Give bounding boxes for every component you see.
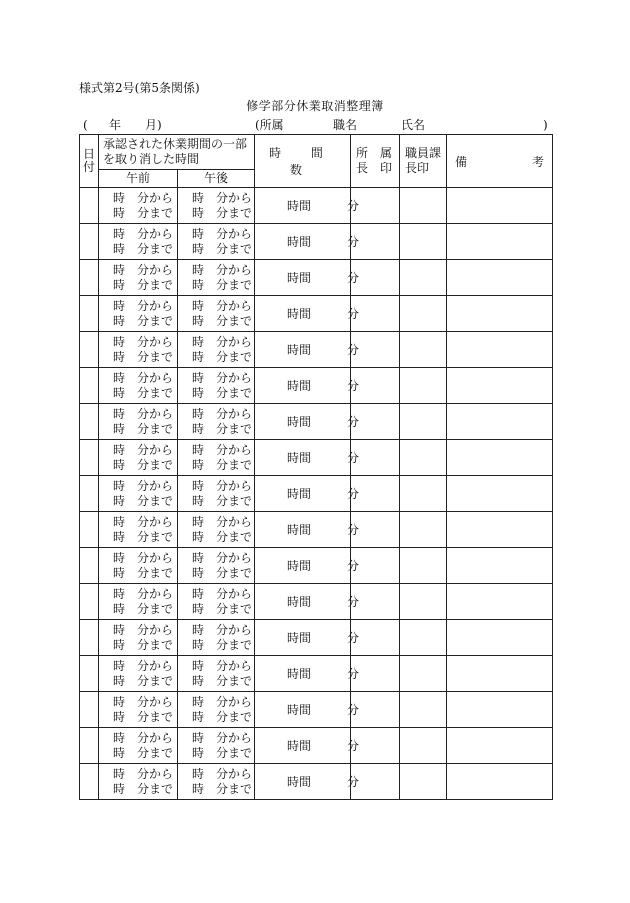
time-from-text: 時 分から [113,586,174,601]
time-from-text: 時 分から [192,730,253,745]
pm-time-cell [178,224,255,260]
am-time-cell [99,692,178,728]
time-to-text: 時 分まで [192,385,253,400]
pm-time-cell [178,548,255,584]
am-time-cell [99,188,178,224]
am-time-cell [99,260,178,296]
am-time-cell [99,656,178,692]
time-from-text: 時 分から [192,586,253,601]
header-date [80,135,99,188]
time-to-text: 時 分まで [192,781,253,796]
pm-time-cell [178,368,255,404]
time-to-text: 時 分まで [192,529,253,544]
staff-head-seal-cell [400,296,447,332]
hours-cell: 時間 分 [255,512,351,548]
time-to-text: 時 分まで [113,601,174,616]
time-to-text: 時 分まで [113,745,174,760]
time-to-text: 時 分まで [113,457,174,472]
time-to-text: 時 分まで [113,709,174,724]
time-from-text: 時 分から [192,298,253,313]
time-from-text: 時 分から [113,442,174,457]
hours-cell: 時間 分 [255,368,351,404]
time-from-text: 時 分から [113,406,174,421]
time-from-text: 時 分から [113,730,174,745]
time-from-text: 時 分から [192,478,253,493]
time-from-text: 時 分から [113,334,174,349]
pm-time-cell [178,188,255,224]
date-cell [80,296,99,332]
date-cell [80,728,99,764]
date-cell [80,404,99,440]
hours-cell: 時間 分 [255,584,351,620]
time-to-text: 時 分まで [192,601,253,616]
am-time-cell [99,440,178,476]
am-time-cell [99,296,178,332]
pm-time-cell [178,476,255,512]
am-time-cell [99,620,178,656]
staff-head-seal-cell [400,332,447,368]
header-dept-head-seal [351,135,400,188]
table-row [80,764,553,800]
header-open-paren: ( [83,118,88,132]
hours-cell: 時間 分 [255,620,351,656]
am-time-cell [99,584,178,620]
date-cell [80,476,99,512]
time-from-text: 時 分から [113,370,174,385]
time-to-text: 時 分まで [192,457,253,472]
pm-time-cell [178,728,255,764]
am-time-cell [99,368,178,404]
pm-time-cell [178,440,255,476]
remarks-cell [447,368,553,404]
time-from-text: 時 分から [113,514,174,529]
staff-head-seal-cell [400,476,447,512]
table-row [80,404,553,440]
time-from-text: 時 分から [192,226,253,241]
staff-head-seal-cell [400,656,447,692]
date-cell [80,764,99,800]
am-time-cell [99,728,178,764]
header-job-title: 職名 [333,118,358,132]
hours-cell: 時間 分 [255,296,351,332]
hours-cell: 時間 分 [255,332,351,368]
staff-head-seal-cell [400,764,447,800]
pm-time-cell [178,296,255,332]
time-to-text: 時 分まで [192,709,253,724]
hours-cell: 時間 分 [255,188,351,224]
header-staff-head-label: 職員課 長印 [405,146,442,175]
date-cell [80,548,99,584]
date-cell [80,692,99,728]
remarks-cell [447,512,553,548]
staff-head-seal-cell [400,512,447,548]
date-cell [80,224,99,260]
remarks-cell [447,656,553,692]
date-cell [80,512,99,548]
header-name: 氏名 [401,118,426,132]
time-to-text: 時 分まで [113,673,174,688]
remarks-cell [447,260,553,296]
date-cell [80,620,99,656]
staff-head-seal-cell [400,368,447,404]
staff-head-seal-cell [400,728,447,764]
header-hours [255,135,351,188]
time-to-text: 時 分まで [192,277,253,292]
pm-time-cell [178,656,255,692]
date-cell [80,332,99,368]
header-dept-head-label: 所 属 長 印 [356,146,393,175]
remarks-cell [447,440,553,476]
header-year: 年 [109,118,122,132]
staff-head-seal-cell [400,188,447,224]
time-to-text: 時 分まで [192,421,253,436]
header-am: 午前 [99,170,178,188]
register-table [79,134,553,800]
table-row [80,440,553,476]
staff-head-seal-cell [400,692,447,728]
time-to-text: 時 分まで [192,493,253,508]
table-row [80,224,553,260]
pm-time-cell [178,404,255,440]
header-remarks-left: 備 [455,154,468,169]
remarks-cell [447,620,553,656]
time-to-text: 時 分まで [113,241,174,256]
hours-cell: 時間 分 [255,548,351,584]
am-time-cell [99,224,178,260]
table-row [80,620,553,656]
remarks-cell [447,584,553,620]
pm-time-cell [178,692,255,728]
pm-time-cell [178,260,255,296]
pm-time-cell [178,620,255,656]
time-from-text: 時 分から [192,262,253,277]
hours-cell: 時間 分 [255,692,351,728]
header-remarks-right: 考 [532,154,545,169]
table-row [80,260,553,296]
hours-cell: 時間 分 [255,404,351,440]
remarks-cell [447,692,553,728]
time-from-text: 時 分から [192,622,253,637]
hours-cell: 時間 分 [255,440,351,476]
pm-time-cell [178,764,255,800]
staff-head-seal-cell [400,548,447,584]
hours-cell: 時間 分 [255,224,351,260]
time-from-text: 時 分から [192,334,253,349]
am-time-cell [99,476,178,512]
date-cell [80,584,99,620]
time-to-text: 時 分まで [113,313,174,328]
document-title: 修学部分休業取消整理簿 [246,99,384,113]
staff-head-seal-cell [400,584,447,620]
time-from-text: 時 分から [113,550,174,565]
time-to-text: 時 分まで [113,529,174,544]
table-row [80,368,553,404]
table-row [80,296,553,332]
table-row [80,692,553,728]
header-affiliation: (所属 [255,118,284,132]
time-to-text: 時 分まで [113,421,174,436]
remarks-cell [447,764,553,800]
time-to-text: 時 分まで [113,277,174,292]
staff-head-seal-cell [400,224,447,260]
hours-cell: 時間 分 [255,728,351,764]
time-to-text: 時 分まで [192,241,253,256]
header-row-1 [80,135,553,170]
remarks-cell [447,404,553,440]
remarks-cell [447,224,553,260]
pm-time-cell [178,332,255,368]
time-from-text: 時 分から [113,298,174,313]
time-from-text: 時 分から [113,262,174,277]
table-row [80,728,553,764]
time-to-text: 時 分まで [192,637,253,652]
hours-cell: 時間 分 [255,260,351,296]
time-from-text: 時 分から [113,658,174,673]
date-cell [80,368,99,404]
am-time-cell [99,512,178,548]
am-time-cell [99,764,178,800]
time-to-text: 時 分まで [192,205,253,220]
time-to-text: 時 分まで [192,745,253,760]
staff-head-seal-cell [400,440,447,476]
time-from-text: 時 分から [192,406,253,421]
table-row [80,548,553,584]
header-month: 月) [145,118,162,132]
staff-head-seal-cell [400,260,447,296]
table-row [80,512,553,548]
time-from-text: 時 分から [192,370,253,385]
header-close-paren: ) [543,118,548,132]
time-to-text: 時 分まで [113,493,174,508]
time-from-text: 時 分から [113,478,174,493]
pm-time-cell [178,584,255,620]
hours-cell: 時間 分 [255,476,351,512]
time-to-text: 時 分まで [113,385,174,400]
am-time-cell [99,548,178,584]
time-from-text: 時 分から [113,622,174,637]
time-to-text: 時 分まで [113,637,174,652]
am-time-cell [99,404,178,440]
header-hours-label: 時 間 数 [269,146,336,177]
remarks-cell [447,332,553,368]
time-from-text: 時 分から [113,766,174,781]
time-from-text: 時 分から [192,190,253,205]
staff-head-seal-cell [400,404,447,440]
time-from-text: 時 分から [192,658,253,673]
date-cell [80,188,99,224]
remarks-cell [447,476,553,512]
remarks-cell [447,728,553,764]
remarks-cell [447,296,553,332]
table-row [80,188,553,224]
table-row [80,584,553,620]
header-approved-time: 承認された休業期間の一部を取り消した時間 [99,135,255,170]
header-staff-head-seal [400,135,447,188]
time-to-text: 時 分まで [192,565,253,580]
table-row [80,476,553,512]
header-line [79,117,552,133]
remarks-cell [447,548,553,584]
time-from-text: 時 分から [192,550,253,565]
time-from-text: 時 分から [113,694,174,709]
time-to-text: 時 分まで [192,313,253,328]
time-from-text: 時 分から [113,226,174,241]
time-to-text: 時 分まで [113,349,174,364]
time-from-text: 時 分から [113,190,174,205]
time-to-text: 時 分まで [113,781,174,796]
time-from-text: 時 分から [192,514,253,529]
pm-time-cell [178,512,255,548]
am-time-cell [99,332,178,368]
remarks-cell [447,188,553,224]
time-from-text: 時 分から [192,766,253,781]
date-cell [80,656,99,692]
time-to-text: 時 分まで [113,205,174,220]
time-from-text: 時 分から [192,442,253,457]
hours-cell: 時間 分 [255,656,351,692]
time-to-text: 時 分まで [192,349,253,364]
date-cell [80,440,99,476]
time-to-text: 時 分まで [192,673,253,688]
header-date-label: 日 付 [82,147,95,174]
header-remarks [447,135,553,188]
table-row [80,656,553,692]
table-row [80,332,553,368]
date-cell [80,260,99,296]
header-pm: 午後 [178,170,255,188]
staff-head-seal-cell [400,620,447,656]
hours-cell: 時間 分 [255,764,351,800]
form-number: 様式第2号(第5条関係) [79,81,200,95]
time-to-text: 時 分まで [113,565,174,580]
time-from-text: 時 分から [192,694,253,709]
